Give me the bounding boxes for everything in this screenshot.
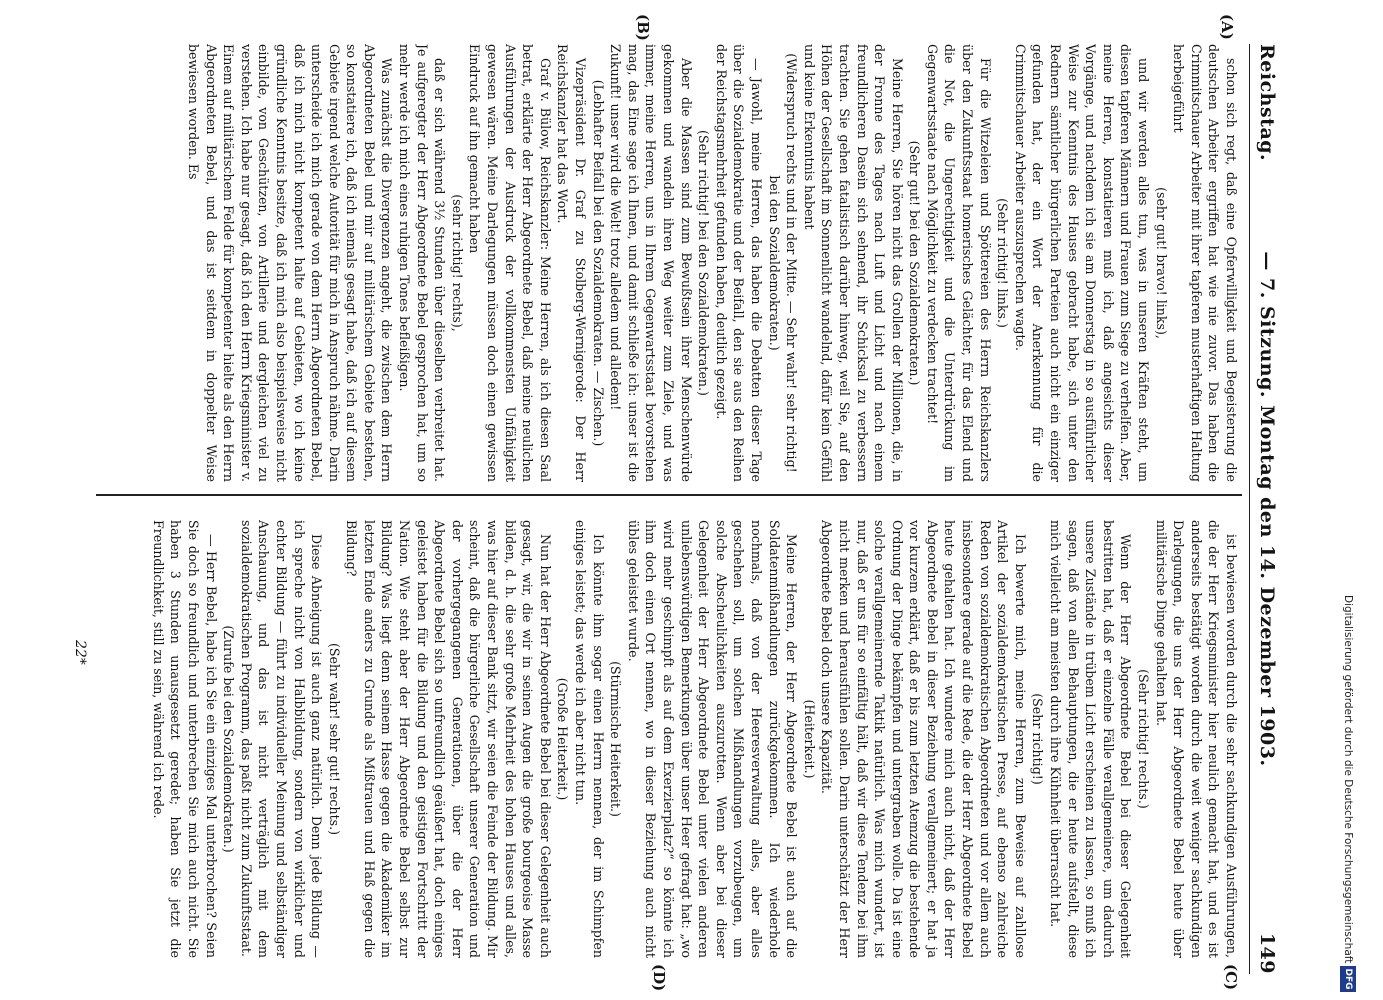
digitization-footer	[1336, 0, 1358, 1000]
paragraph: (Sehr richtig! links.)	[995, 198, 1011, 328]
digitization-note: Digitalisierung gefördert durch die Deutsche Forschungsgemeinschaft	[1342, 595, 1354, 964]
left-text-column	[100, 44, 1240, 482]
paragraph: (Widerspruch rechts und in der Mitte. — Sehr wahr! sehr richtig! bei den Sozialdemokraten.)	[766, 53, 800, 473]
paragraph: und wir werden alles tun, was in unseren Kräften steht, um diesen tapferen Männern und Frauen zum Siege zu verhelfen. Aber, meine Herren, konstatieren muß ich, daß angesichts dieser Vorgänge, und nachdem ich sie am Donnerstag in so ausführlicher Weise zur Kenntnis des Hauses gebracht habe, sich unter den Rednern sämtlicher bürgerlichen Parteien auch nicht ein einziger gefunden hat, der ein Wort der Anerkennung für die Crimmitschauer Arbeiter auszusprechen wagte.	[1012, 44, 1152, 482]
paragraph: (sehr gut! bravo! links),	[1153, 187, 1169, 339]
paragraph: (Sehr wahr! sehr gut! rechts.)	[326, 642, 342, 836]
paragraph: Wenn der Herr Abgeordnete Bebel bei dieser Gelegenheit bestritten hat, daß er einzelne Fälle verallgemeinere, um dadurch unsere Zustände in trübem Licht erscheinen zu lassen, so muß ich sagen, daß von allen Behauptungen, die er heute aufstellt, diese mich vielleicht am meisten durch ihre Kühnheit überrascht hat.	[1048, 520, 1134, 958]
paragraph: Ich könnte ihm sogar einen Herrn nennen, der im Schimpfen einiges leistet; das werde ich aber nicht tun.	[573, 520, 606, 958]
paragraph: Für die Witzeleien und Spöttereien des Herrn Reichskanzlers über den Zukunftsstaat homerisches Gelächter, für das Elend und die Not, die Ungerechtigkeit und die Unterdrückung im Gegenwartsstaate nach Möglichkeit zu verdecken trachtet!	[924, 44, 993, 482]
paragraph: — Herr Bebel, habe ich Sie ein einziges Mal unterbrochen? Seien Sie doch so freundlich und unterbrechen Sie mich auch nicht. Sie haben 3 Stunden unausgesetzt geredet; haben Sie jetzt die Freundlichkeit, still zu sein, während ich rede.	[150, 520, 219, 958]
paragraph: — Jawohl, meine Herren, das haben die Debatten dieser Tage über die Sozialdemokratie und der Beifall, den sie aus den Reihen der Reichstagsmehrheit gefunden haben, deutlich gezeigt.	[713, 44, 764, 482]
paragraph: (Sehr gut! bei den Sozialdemokraten.)	[907, 140, 923, 386]
paragraph: ist bewiesen worden durch die sehr sachkundigen Ausführungen, die der Herr Kriegsminister hier neulich gemacht hat, und es ist anderseits bestätigt worden durch die weit weniger sachkundigen Darlegungen, die uns der Herr Abgeordnete Bebel heute über militärische Dinge gehalten hat.	[1153, 520, 1239, 958]
folio-mark: 22*	[72, 640, 88, 665]
margin-mark-d: (D)	[650, 964, 668, 992]
header-title: — 7. Sitzung. Montag den 14. Dezember 1903.	[1256, 251, 1278, 767]
paragraph: Was zunächst die Divergenzen angeht, die zwischen dem Herrn Abgeordneten Bebel und mir auf militärischem Gebiete bestehen, so konstatiere ich, daß ich niemals gesagt habe, daß ich auf diesem Gebiete irgend welche Autorität für mich in Anspruch nähme. Darin unterscheide ich mich gerade von dem Herrn Abgeordneten Bebel, daß ich mich nicht kompetent halte auf Gebieten, wo ich keine gründliche Kenntnis besitze, daß ich mich also beispielsweise nicht einbilde, von Geschützen, von Artillerie und dergleichen viel zu verstehen. Ich habe nur gesagt, daß ich den Herrn Kriegsminister v. Einem auf militärischem Felde für kompetenter hielte als den Herrn Abgeordneten Bebel, und das ist seitdem in doppelter Weise bewiesen worden. Es	[185, 44, 395, 482]
paragraph: Meine Herren, Sie hören nicht das Grollen der Millionen, die, in der Fronne des Tages nach Luft und Licht und nach einem freundlicheren Dasein sich sehnend, ihr Schicksal zu verbessern trachten. Sie gehen fatalistisch darüber hinweg, weil Sie, auf den Höhen der Gesellschaft im Sonnenlicht wandelnd, dafür kein Gefühl und keine Erkenntnis habent	[801, 44, 905, 482]
paragraph: (Große Heiterkeit.)	[555, 677, 571, 801]
paragraph: (Heiterkeit.)	[801, 699, 817, 779]
margin-mark-c: (C)	[1222, 964, 1240, 991]
margin-mark-a: (A)	[1218, 14, 1236, 40]
paragraph: Diese Abneigung ist auch ganz natürlich. Denn jede Bildung — ich spreche nicht von Halbbildung, sondern von wirklicher und echter Bildung — führt zu individueller Meinung und selbständiger Anschauung, und das ist nicht verträglich mit dem sozialdemokratischen Programm, das paßt nicht zum Zukunftsstaat.	[238, 520, 325, 958]
paragraph: (Sehr richtig!)	[1030, 693, 1046, 785]
paragraph: Nun hat der Herr Abgeordnete Bebel bei dieser Gelegenheit auch gesagt, wir, die wir in seinen Augen die große bourgeoise Masse bilden, d. h. die sehr große Mehrheit des hohen Hauses und alles, was hier auf dieser Bank sitzt, wir seien die Feinde der Bildung. Mir scheint, daß die bürgerliche Gesellschaft unserer Generation und der vorhergegangenen Generationen, über die der Herr Abgeordnete Bebel sich so unfreundlich geäußert hat, doch einiges geleistet haben für die Bildung und den geistigen Fortschritt der Nation. Wie steht aber der Herr Abgeordnete Bebel selbst zur Bildung? Was liegt denn seinem Hasse gegen die Akademiker im letzten Ende anders zu Grunde als Mißtrauen und Haß gegen die Bildung?	[344, 520, 553, 958]
paragraph: Meine Herren, der Herr Abgeordnete Bebel ist auch auf die Soldatenmißhandlungen zurückgekommen. Ich wiederhole nochmals, daß von der Heeresverwaltung alles, aber alles geschehen soll, um solchen Mißhandlungen vorzubeugen, um solche Abscheulichkeiten auszurotten. Wenn aber bei dieser Gelegenheit der Herr Abgeordnete Bebel unter vielen anderen unliebenswürdigen Bemerkungen über unser Heer gefragt hat: „wo wird mehr geschimpft als auf dem Exerzierplatz?“ so könnte ich ihm doch einen Ort nennen, wo in dieser Beziehung auch nicht übles geleistet wurde.	[625, 520, 800, 958]
paragraph: schon sich regt, daß eine Opferwilligkeit und Begeisterung die deutschen Arbeiter ergriffen hat wie nie zuvor. Das haben die Crimmitschauer Arbeiter mit ihrer tapferen musterhaftigen Haltung herbeigeführt	[1171, 44, 1239, 482]
paragraph: (Sehr richtig! bei den Sozialdemokraten.)	[696, 130, 712, 396]
paragraph: (Zurufe bei den Sozialdemokraten.)	[221, 625, 237, 853]
right-text-column	[100, 520, 1240, 958]
column-divider	[96, 494, 1242, 496]
paragraph: Vizepräsident Dr. Graf zu Stolberg-Wernigerode: Der Herr Reichskanzler hat das Wort.	[555, 44, 589, 482]
running-header	[1249, 44, 1282, 974]
paragraph: (Sehr richtig! rechts.)	[1136, 669, 1152, 809]
paragraph: (Stürmische Heiterkeit.)	[608, 661, 624, 817]
paragraph: Graf v. Bülow, Reichskanzler: Meine Herren, als ich diesen Saal betrat, erklärte der Herr Abgeordnete Bebel, daß meine neulichen Ausführungen der Ausdruck der vollkommensten Unfähigkeit gewesen wären. Meine Darlegungen müssen doch einen gewissen Eindruck auf ihn gemacht haben	[467, 44, 553, 482]
paragraph: (Lebhafter Beifall bei den Sozialdemokraten. — Zischen.)	[590, 79, 606, 447]
paragraph: Ich bewerte mich, meine Herren, zum Beweise auf zahllose Artikel der sozialdemokratischen Presse, auf ebenso zahlreiche Reden von sozialdemokratischen Abgeordneten und vor allem auch insbesondere gerade auf die Rede, die der Herr Abgeordnete Bebel heute gehalten hat. Ich wundere mich auch nicht, daß der Herr Abgeordnete Bebel in dieser Beziehung verallgemeinert; er hat ja vor kurzem erklärt, daß er bis zum letzten Atemzug die bestehende Ordnung der Dinge bekämpfen und untergraben wolle. Da ist eine solche verallgemeinernde Taktik natürlich. Was mich wundert, ist nur, daß er uns für so einfältig hält, daß wir diese Tendenz bei ihm nicht merken und herausfühlen sollen. Darin unterschätzt der Herr Abgeordnete Bebel doch unsere Kapazität.	[819, 520, 1028, 958]
paragraph: Aber die Massen sind zum Bewußtsein ihrer Menschenwürde gekommen und wandeln ihren Weg weiter zum Ziele, und was immer, meine Herren, uns in Ihrem Gegenwartsstaat bevorstehen mag, das Eine sage ich Ihnen, und damit schließe ich: unser ist die Zukunft! unser wird die Welt! trotz alledem und alledem!	[608, 44, 694, 482]
paragraph: (sehr richtig! rechts),	[449, 194, 465, 332]
margin-mark-b: (B)	[634, 14, 652, 41]
rotated-page-content	[51, 0, 1288, 1000]
header-left: Reichstag.	[1256, 44, 1278, 162]
dfg-logo: DFG	[1340, 966, 1356, 992]
paragraph: daß er sich während 3½ Stunden über dieselben verbreitet hat. Je aufgeregter der Herr Abgeordnete Bebel gesprochen hat, um so mehr werde ich mich eines ruhigen Tones befleißigen.	[397, 44, 448, 482]
page-number: 149	[1256, 932, 1278, 974]
